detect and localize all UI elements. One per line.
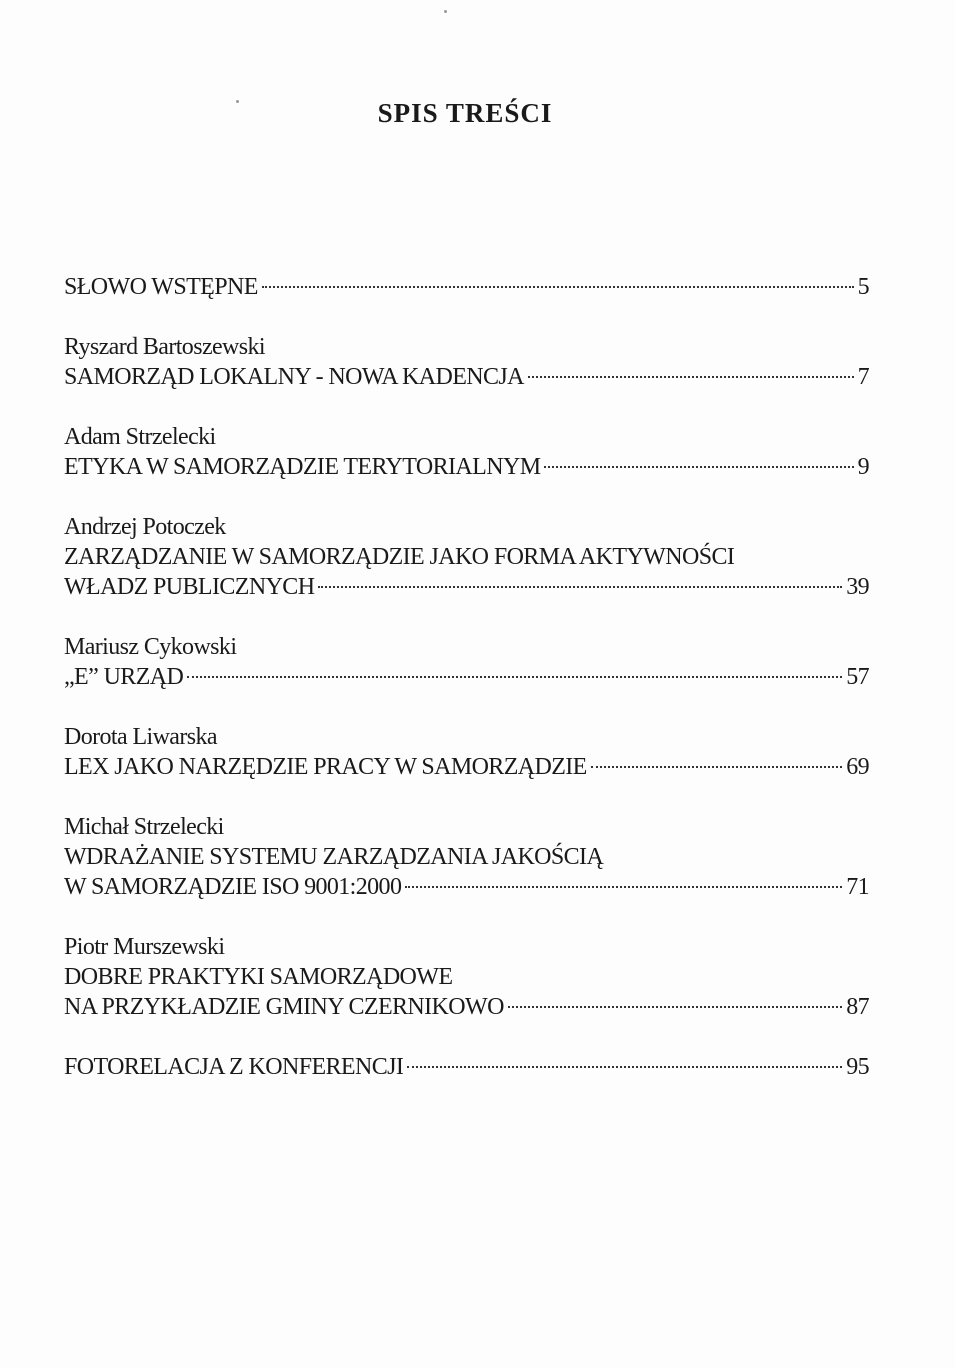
toc-entry-author: Mariusz Cykowski	[64, 634, 237, 660]
toc-spacer	[64, 1022, 869, 1052]
toc-entry-title-line: DOBRE PRAKTYKI SAMORZĄDOWE	[64, 964, 453, 990]
toc-spacer	[64, 392, 869, 422]
dot-leader	[262, 286, 854, 288]
toc-entry-title: SŁOWO WSTĘPNE	[64, 274, 258, 300]
toc-entry-author: Michał Strzelecki	[64, 814, 224, 840]
toc-entry-page-number: 39	[846, 574, 869, 600]
toc-entry-title: NA PRZYKŁADZIE GMINY CZERNIKOWO	[64, 994, 504, 1020]
toc-spacer	[64, 482, 869, 512]
toc-entry-page-number: 7	[857, 364, 869, 390]
toc-entry-title: WŁADZ PUBLICZNYCH	[64, 574, 315, 600]
dot-leader	[318, 586, 842, 588]
dot-leader	[508, 1006, 842, 1008]
toc-entry-title: „E” URZĄD	[64, 664, 184, 690]
dot-leader	[544, 466, 853, 468]
dot-leader	[405, 886, 842, 888]
toc-entry	[64, 812, 869, 902]
toc-entry-leader-line	[64, 572, 869, 602]
toc-entry-title: W SAMORZĄDZIE ISO 9001:2000	[64, 874, 402, 900]
toc-entry	[64, 512, 869, 602]
toc-entry-page-number: 9	[857, 454, 869, 480]
toc-entry-author: Adam Strzelecki	[64, 424, 216, 450]
dot-leader	[407, 1066, 842, 1068]
toc-entry-author: Andrzej Potoczek	[64, 514, 226, 540]
toc-entry-leader-line	[64, 1052, 869, 1082]
toc-spacer	[64, 692, 869, 722]
toc-entry	[64, 332, 869, 392]
dot-leader	[528, 376, 854, 378]
toc-spacer	[64, 302, 869, 332]
toc-spacer	[64, 902, 869, 932]
toc-entry-title-line: ZARZĄDZANIE W SAMORZĄDZIE JAKO FORMA AKTYWNOŚCI	[64, 544, 735, 570]
dot-leader	[591, 766, 842, 768]
toc-entry-page-number: 5	[857, 274, 869, 300]
toc-entry-page-number: 95	[846, 1054, 869, 1080]
toc-entry	[64, 1052, 869, 1082]
toc-entry-title-line: WDRAŻANIE SYSTEMU ZARZĄDZANIA JAKOŚCIĄ	[64, 844, 604, 870]
toc-entry-title: SAMORZĄD LOKALNY - NOWA KADENCJA	[64, 364, 524, 390]
toc-entry-leader-line	[64, 752, 869, 782]
toc-entry-page-number: 69	[846, 754, 869, 780]
toc-entry-page-number: 71	[846, 874, 869, 900]
toc-entry-leader-line	[64, 272, 869, 302]
toc-entry	[64, 932, 869, 1022]
dot-leader	[187, 676, 842, 678]
toc-entry-title: ETYKA W SAMORZĄDZIE TERYTORIALNYM	[64, 454, 541, 480]
toc-entry-page-number: 87	[846, 994, 869, 1020]
toc-entry	[64, 722, 869, 782]
toc-spacer	[64, 782, 869, 812]
toc-entry-title: FOTORELACJA Z KONFERENCJI	[64, 1054, 404, 1080]
toc-entry-author: Dorota Liwarska	[64, 724, 217, 750]
scan-speck	[444, 10, 447, 13]
toc-entry-leader-line	[64, 872, 869, 902]
page-title: SPIS TREŚCI	[377, 98, 553, 128]
toc-entry-leader-line	[64, 452, 869, 482]
toc-entry-author: Piotr Murszewski	[64, 934, 225, 960]
toc-entry-page-number: 57	[846, 664, 869, 690]
toc-entry-leader-line	[64, 362, 869, 392]
toc-entry-leader-line	[64, 662, 869, 692]
toc-entry-author: Ryszard Bartoszewski	[64, 334, 265, 360]
toc-entry-leader-line	[64, 992, 869, 1022]
toc-entry	[64, 272, 869, 302]
toc-entry	[64, 422, 869, 482]
toc-entry-title: LEX JAKO NARZĘDZIE PRACY W SAMORZĄDZIE	[64, 754, 587, 780]
table-of-contents	[64, 272, 869, 1082]
toc-spacer	[64, 602, 869, 632]
toc-entry	[64, 632, 869, 692]
